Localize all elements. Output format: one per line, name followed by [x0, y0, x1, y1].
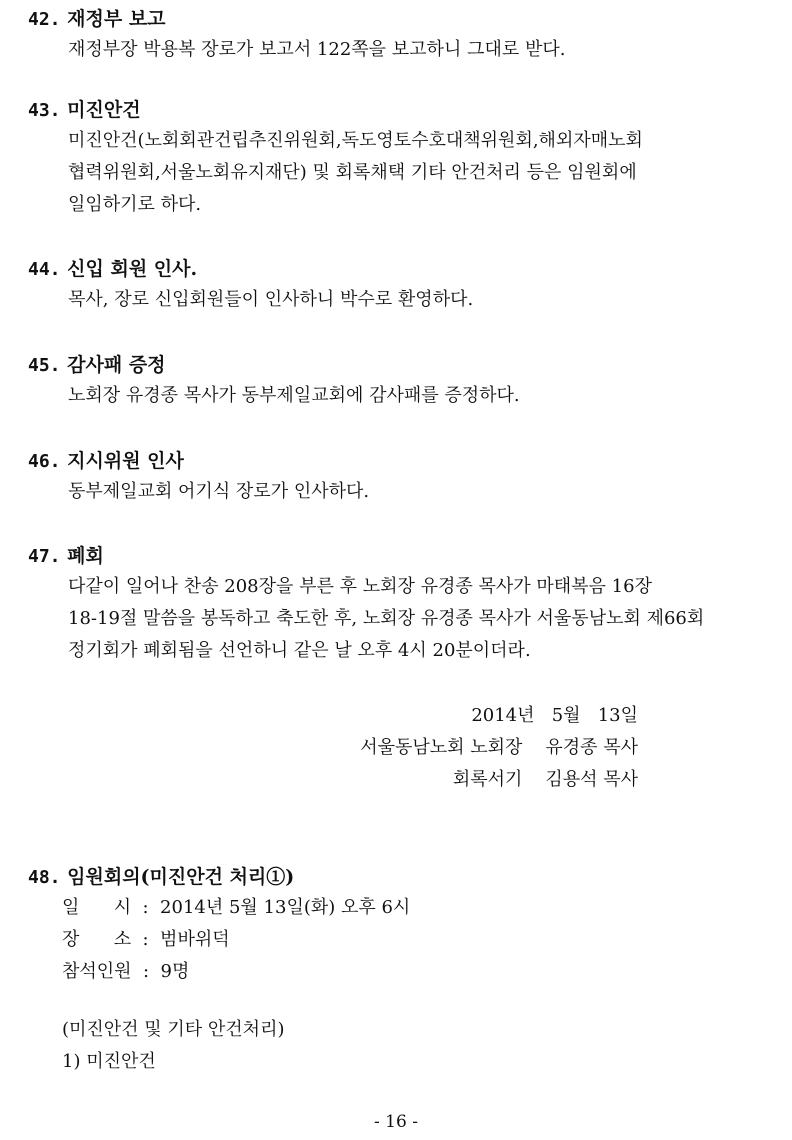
- section-title: 신입 회원 인사.: [67, 258, 198, 280]
- section-number: 44.: [28, 259, 61, 280]
- section-43: [28, 95, 768, 221]
- section-number: 46.: [28, 451, 61, 472]
- section-title: 폐회: [67, 545, 104, 567]
- body-line: 목사, 장로 신입회원들이 인사하니 박수로 환영하다.: [68, 289, 474, 310]
- body-line: 협력위원회,서울노회유지재단) 및 회록채택 기타 안건처리 등은 임원회에: [68, 162, 637, 183]
- section-title: 임원회의(미진안건 처리①): [67, 866, 295, 888]
- signature-clerk: 회록서기 김용석 목사: [452, 769, 638, 790]
- section-body: [68, 380, 758, 412]
- meeting-time: 일 시 : 2014년 5월 13일(화) 오후 6시: [62, 897, 411, 918]
- section-title: 미진안건: [67, 99, 141, 121]
- section-body: [68, 284, 758, 316]
- section-heading: [28, 862, 768, 892]
- body-line: 정기회가 폐회됨을 선언하니 같은 날 오후 4시 20분이더라.: [68, 640, 531, 661]
- section-heading: [28, 350, 768, 380]
- signature-moderator: 서울동남노회 노회장 유경종 목사: [360, 737, 638, 758]
- section-47: [28, 541, 768, 667]
- section-body: [68, 125, 758, 221]
- section-body: [68, 34, 758, 66]
- section-number: 47.: [28, 546, 61, 567]
- section-48: [28, 862, 768, 1078]
- section-heading: [28, 541, 768, 571]
- signature-block: [360, 700, 638, 796]
- section-heading: [28, 254, 768, 284]
- body-line: 18-19절 말씀을 봉독하고 축도한 후, 노회장 유경종 목사가 서울동남노회 제66회: [68, 608, 705, 629]
- section-heading: [28, 95, 768, 125]
- meeting-place: 장 소 : 범바위덕: [62, 929, 230, 950]
- signature-date: 2014년 5월 13일: [471, 705, 638, 726]
- section-title: 지시위원 인사: [67, 450, 184, 472]
- page-number: - 16 -: [374, 1112, 418, 1132]
- section-body: [68, 571, 758, 667]
- section-heading: [28, 446, 768, 476]
- section-title: 감사패 증정: [67, 354, 166, 376]
- section-46: [28, 446, 768, 508]
- body-line: 미진안건(노회회관건립추진위원회,독도영토수호대책위원회,해외자매노회: [68, 130, 643, 151]
- section-heading: [28, 4, 768, 34]
- meeting-attendance: 참석인원 : 9명: [62, 961, 190, 982]
- body-line: 일임하기로 하다.: [68, 194, 202, 215]
- section-number: 43.: [28, 100, 61, 121]
- meeting-info: [62, 892, 768, 1078]
- agenda-note: (미진안건 및 기타 안건처리): [62, 1019, 285, 1040]
- body-line: 재정부장 박용복 장로가 보고서 122쪽을 보고하니 그대로 받다.: [68, 39, 566, 60]
- section-number: 48.: [28, 867, 61, 888]
- agenda-item-1: 1) 미진안건: [62, 1051, 156, 1072]
- body-line: 노회장 유경종 목사가 동부제일교회에 감사패를 증정하다.: [68, 385, 520, 406]
- section-number: 42.: [28, 9, 61, 30]
- section-45: [28, 350, 768, 412]
- body-line: 동부제일교회 어기식 장로가 인사하다.: [68, 481, 370, 502]
- body-line: 다같이 일어나 찬송 208장을 부른 후 노회장 유경종 목사가 마태복음 16장: [68, 576, 652, 597]
- section-42: [28, 4, 768, 66]
- section-body: [68, 476, 758, 508]
- section-title: 재정부 보고: [67, 8, 166, 30]
- section-number: 45.: [28, 355, 61, 376]
- section-44: [28, 254, 768, 316]
